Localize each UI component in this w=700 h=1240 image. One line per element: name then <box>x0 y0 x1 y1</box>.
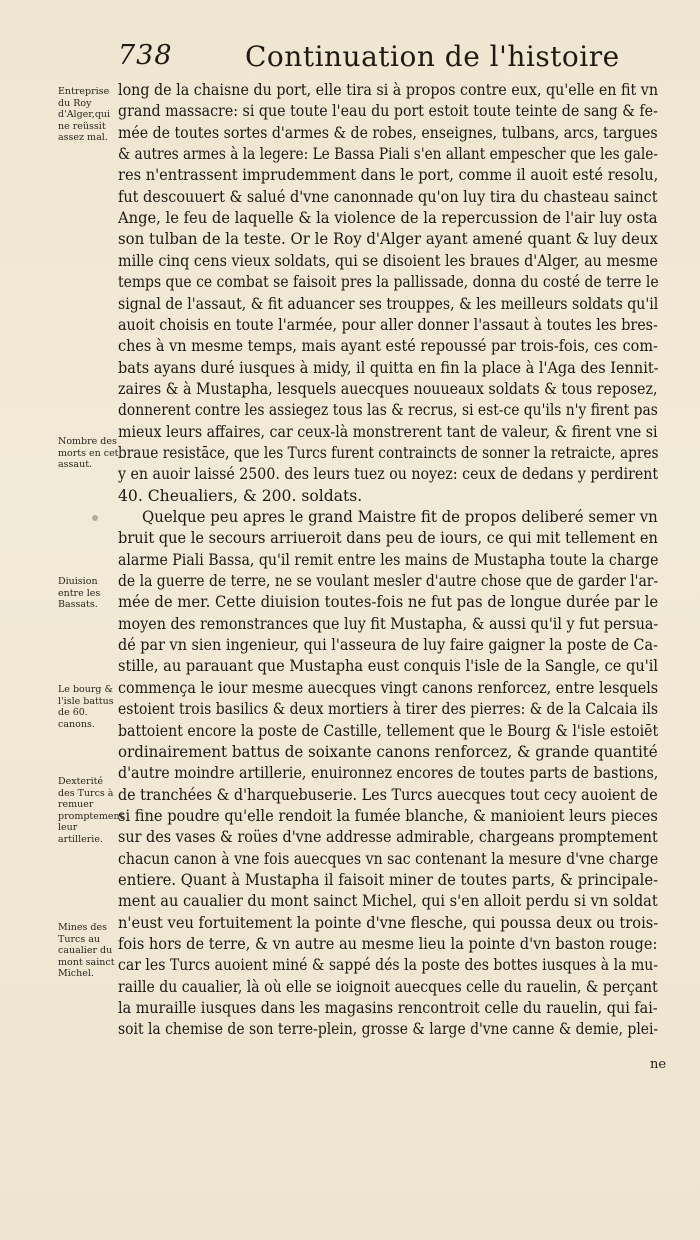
page-number: 738 <box>118 40 173 71</box>
text-line: ordinairement battus de soixante canons renforcez, & grande quantité <box>118 742 658 761</box>
text-line: auoit choisis en toute l'armée, pour aller donner l'assaut à toutes les bres- <box>118 315 658 334</box>
paper-stain <box>92 515 98 521</box>
text-line: fut descouuert & salué d'vne canonnade qu'on luy tira du chasteau sainct <box>118 187 658 206</box>
text-line: bruit que le secours arriueroit dans peu de iours, ce qui mit tellement en <box>118 529 658 548</box>
text-line: bats ayans duré iusques à midy, il quitta en fin la place à l'Aga des Iennit- <box>118 358 659 377</box>
text-line: si fine poudre qu'elle rendoit la fumée blanche, & manioient leurs pieces <box>118 806 658 825</box>
margin-note: Dexterité des Turcs à remuer promptement leur artillerie. <box>58 776 124 845</box>
text-line: soit la chemise de son terre-plein, grosse & large d'vne canne & demie, plei- <box>118 1020 659 1039</box>
text-line: battoient encore la poste de Castille, tellement que le Bourg & l'isle estoiēt <box>118 721 659 740</box>
text-line: alarme Piali Bassa, qu'il remit entre les mains de Mustapha toute la charge <box>118 550 659 569</box>
text-line: donnerent contre les assiegez tous las & recrus, si est-ce qu'ils n'y firent pas <box>118 401 658 420</box>
text-line: Ange, le feu de laquelle & la violence de la repercussion de l'air luy osta <box>118 209 658 228</box>
text-line: braue resistāce, que les Turcs furent contraincts de sonner la retraicte, apres <box>118 443 659 462</box>
text-line: temps que ce combat se faisoit pres la pallissade, donna du costé de terre le <box>118 273 659 292</box>
text-line: zaires & à Mustapha, lesquels auecques nouueaux soldats & tous reposez, <box>118 379 658 398</box>
margin-note: Mines des Turcs au caualier du mont sainct Michel. <box>58 922 115 979</box>
text-line: Quelque peu apres le grand Maistre fit de propos deliberé semer vn <box>142 508 658 526</box>
text-line: mille cinq cens vieux soldats, qui se disoient les braues d'Alger, au mesme <box>118 251 658 270</box>
text-line: de la guerre de terre, ne se voulant mesler d'autre chose que de garder l'ar- <box>118 572 659 591</box>
text-line: ches à vn mesme temps, mais ayant esté repoussé par trois-fois, ces com- <box>118 337 658 356</box>
margin-note: Diuision entre les Bassats. <box>58 576 101 610</box>
text-line: grand massacre: si que toute l'eau du port estoit toute teinte de sang & fe- <box>118 102 658 121</box>
text-line: long de la chaisne du port, elle tira si à propos contre eux, qu'elle en fit vn <box>118 81 659 99</box>
text-line: commença le iour mesme auecques vingt canons renforcez, entre lesquels <box>118 678 659 697</box>
running-title: Continuation de l'histoire <box>245 40 620 73</box>
text-line: d'autre moindre artillerie, enuironnez encores de toutes parts de bastions, <box>118 764 659 783</box>
text-line: mée de mer. Cette diuision toutes-fois ne fut pas de longue durée par le <box>118 593 659 612</box>
margin-note: Entreprise du Roy d'Alger,qui ne reüssit assez mal. <box>58 86 111 143</box>
page-header <box>110 40 660 80</box>
text-line: son tulban de la teste. Or le Roy d'Alger ayant amené quant & luy deux <box>118 230 658 249</box>
text-line: & autres armes à la legere: Le Bassa Piali s'en allant empescher que les gale- <box>118 145 659 164</box>
text-line: ment au caualier du mont sainct Michel, qui s'en alloit perdu si vn soldat <box>118 892 658 911</box>
text-line: signal de l'assaut, & fit aduancer ses trouppes, & les meilleurs soldats qu'il <box>118 294 659 313</box>
text-line: mée de toutes sortes d'armes & de robes, enseignes, tulbans, arcs, targues <box>118 123 658 142</box>
text-line: dé par vn sien ingenieur, qui l'asseura de luy faire gaigner la poste de Ca- <box>118 636 658 655</box>
text-line: moyen des remonstrances que luy fit Mustapha, & aussi qu'il y fut persua- <box>118 614 659 633</box>
text-line: de tranchées & d'harquebuserie. Les Turcs auecques tout cecy auoient de <box>118 785 658 804</box>
text-line: sur des vases & roües d'vne addresse admirable, chargeans promptement <box>118 828 658 847</box>
text-line: mieux leurs affaires, car ceux-là monstrerent tant de valeur, & firent vne si <box>118 422 658 441</box>
text-line: y en auoir laissé 2500. des leurs tuez ou noyez: ceux de dedans y perdirent <box>118 465 659 484</box>
text-line: res n'entrassent imprudemment dans le port, comme il auoit esté resolu, <box>118 166 659 185</box>
text-line: raille du caualier, là où elle se ioignoit auecques celle du rauelin, & perçant <box>118 977 658 996</box>
catchword: ne <box>650 1057 667 1072</box>
text-line: n'eust veu fortuitement la pointe d'vne flesche, qui poussa deux ou trois- <box>118 913 659 932</box>
text-line: entiere. Quant à Mustapha il faisoit miner de toutes parts, & principale- <box>118 870 659 889</box>
text-line: la muraille iusques dans les magasins rencontroit celle du rauelin, qui fai- <box>118 999 658 1018</box>
text-line: stille, au parauant que Mustapha eust conquis l'isle de la Sangle, ce qu'il <box>118 657 659 676</box>
text-line: fois hors de terre, & vn autre au mesme lieu la pointe d'vn baston rouge: <box>118 935 658 953</box>
text-line: 40. Cheualiers, & 200. soldats. <box>118 486 363 505</box>
margin-note: Nombre des morts en cet assaut. <box>58 436 119 470</box>
text-line: car les Turcs auoient miné & sappé dés la poste des bottes iusques à la mu- <box>118 956 659 975</box>
text-line: estoient trois basilics & deux mortiers à tirer des pierres: & de la Calcaia ils <box>118 700 659 719</box>
text-line: chacun canon à vne fois auecques vn sac contenant la mesure d'vne charge <box>118 849 659 868</box>
margin-note: Le bourg & l'isle battus de 60. canons. <box>58 684 114 730</box>
